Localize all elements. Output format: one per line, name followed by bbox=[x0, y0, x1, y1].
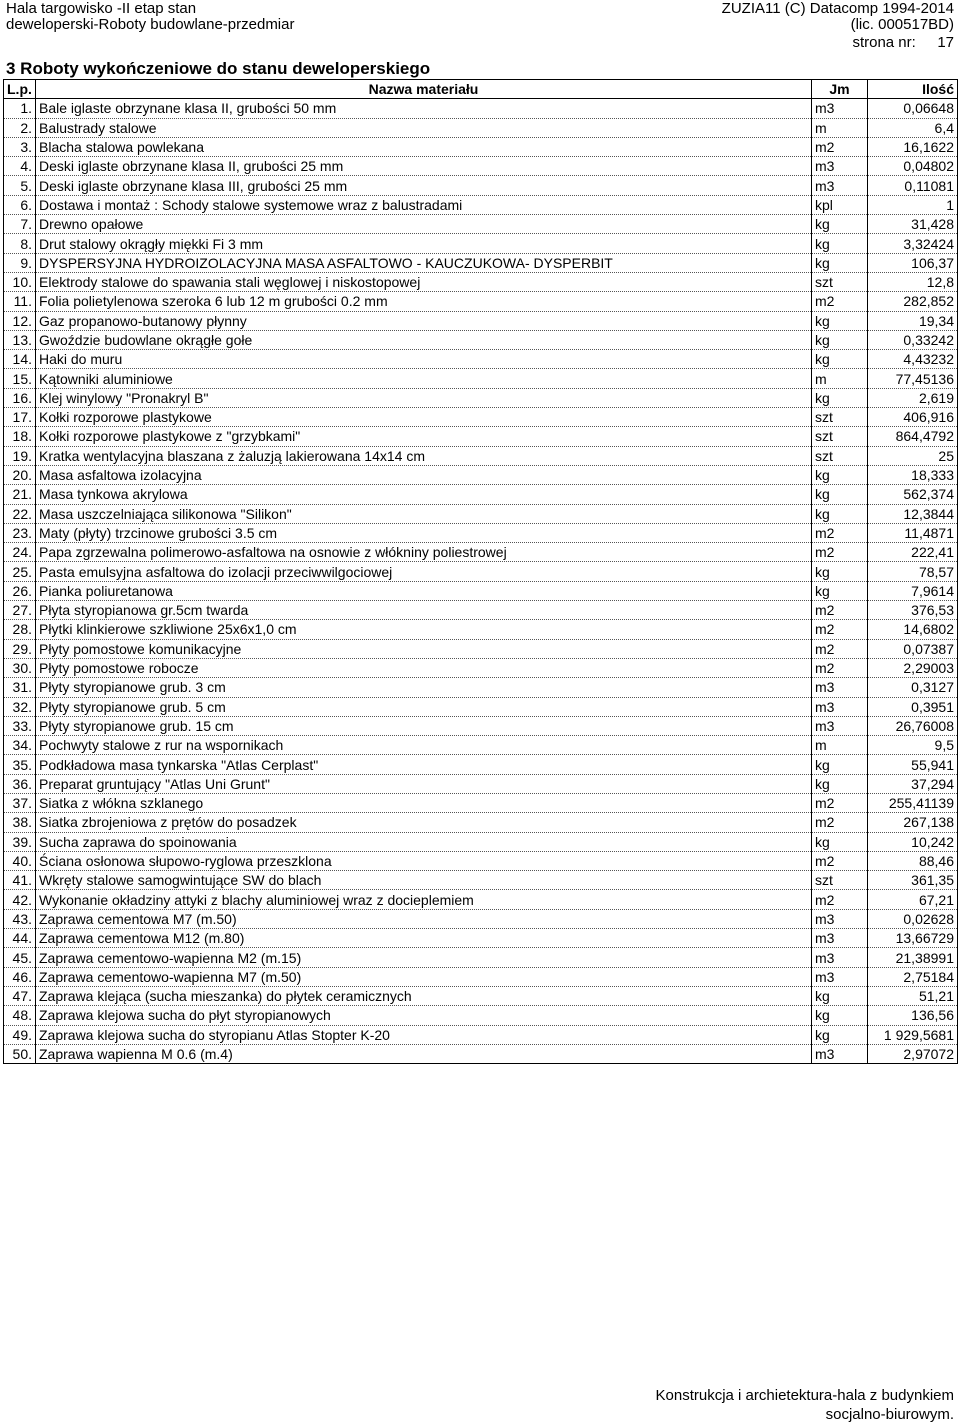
document-footer bbox=[656, 1386, 954, 1424]
cell-qty: 255,41139 bbox=[868, 793, 958, 812]
cell-jm: kg bbox=[812, 311, 868, 330]
cell-qty: 19,34 bbox=[868, 311, 958, 330]
cell-jm: m3 bbox=[812, 967, 868, 986]
table-row bbox=[4, 755, 958, 774]
table-row bbox=[4, 851, 958, 870]
section-title: 3 Roboty wykończeniowe do stanu deweloperskiego bbox=[6, 59, 431, 78]
cell-lp: 6. bbox=[4, 195, 36, 214]
cell-lp: 39. bbox=[4, 832, 36, 851]
cell-lp: 40. bbox=[4, 851, 36, 870]
cell-name: Haki do muru bbox=[36, 350, 812, 369]
cell-qty: 55,941 bbox=[868, 755, 958, 774]
cell-jm: m bbox=[812, 736, 868, 755]
cell-qty: 1 bbox=[868, 195, 958, 214]
cell-jm: kg bbox=[812, 234, 868, 253]
cell-qty: 0,04802 bbox=[868, 157, 958, 176]
table-row bbox=[4, 311, 958, 330]
cell-jm: kg bbox=[812, 986, 868, 1005]
cell-lp: 1. bbox=[4, 99, 36, 118]
cell-lp: 25. bbox=[4, 562, 36, 581]
cell-lp: 33. bbox=[4, 716, 36, 735]
cell-name: Zaprawa klejowa sucha do styropianu Atlas Stopter K-20 bbox=[36, 1025, 812, 1044]
table-row bbox=[4, 620, 958, 639]
cell-jm: m2 bbox=[812, 601, 868, 620]
cell-name: Pianka poliuretanowa bbox=[36, 581, 812, 600]
cell-jm: m3 bbox=[812, 929, 868, 948]
table-row bbox=[4, 427, 958, 446]
cell-lp: 44. bbox=[4, 929, 36, 948]
cell-jm: kg bbox=[812, 504, 868, 523]
cell-lp: 12. bbox=[4, 311, 36, 330]
cell-name: Siatka z włókna szklanego bbox=[36, 793, 812, 812]
cell-jm: m3 bbox=[812, 678, 868, 697]
cell-lp: 43. bbox=[4, 909, 36, 928]
table-row bbox=[4, 716, 958, 735]
header-qty: Ilość bbox=[868, 80, 958, 99]
cell-jm: m2 bbox=[812, 543, 868, 562]
cell-qty: 21,38991 bbox=[868, 948, 958, 967]
cell-name: Pochwyty stalowe z rur na wspornikach bbox=[36, 736, 812, 755]
cell-name: Podkładowa masa tynkarska "Atlas Cerplast" bbox=[36, 755, 812, 774]
cell-name: Dostawa i montaż : Schody stalowe systemowe wraz z balustradami bbox=[36, 195, 812, 214]
cell-qty: 77,45136 bbox=[868, 369, 958, 388]
cell-jm: m2 bbox=[812, 137, 868, 156]
cell-name: Zaprawa wapienna M 0.6 (m.4) bbox=[36, 1044, 812, 1063]
table-row bbox=[4, 543, 958, 562]
cell-lp: 4. bbox=[4, 157, 36, 176]
cell-qty: 18,333 bbox=[868, 465, 958, 484]
cell-name: Kątowniki aluminiowe bbox=[36, 369, 812, 388]
table-row bbox=[4, 504, 958, 523]
cell-name: Wykonanie okładziny attyki z blachy aluminiowej wraz z docieplemiem bbox=[36, 890, 812, 909]
cell-lp: 21. bbox=[4, 485, 36, 504]
table-row bbox=[4, 793, 958, 812]
cell-name: Płyty styropianowe grub. 3 cm bbox=[36, 678, 812, 697]
cell-jm: kg bbox=[812, 350, 868, 369]
table-row bbox=[4, 465, 958, 484]
cell-name: Klej winylowy "Pronakryl B" bbox=[36, 388, 812, 407]
cell-qty: 0,07387 bbox=[868, 639, 958, 658]
cell-lp: 32. bbox=[4, 697, 36, 716]
table-body bbox=[4, 99, 958, 1064]
cell-lp: 36. bbox=[4, 774, 36, 793]
cell-lp: 7. bbox=[4, 215, 36, 234]
cell-name: Płyty styropianowe grub. 5 cm bbox=[36, 697, 812, 716]
cell-name: Bale iglaste obrzynane klasa II, grubości 50 mm bbox=[36, 99, 812, 118]
cell-qty: 376,53 bbox=[868, 601, 958, 620]
cell-lp: 11. bbox=[4, 292, 36, 311]
cell-lp: 8. bbox=[4, 234, 36, 253]
cell-lp: 17. bbox=[4, 408, 36, 427]
cell-qty: 14,6802 bbox=[868, 620, 958, 639]
cell-jm: m3 bbox=[812, 1044, 868, 1063]
cell-qty: 67,21 bbox=[868, 890, 958, 909]
table-row bbox=[4, 967, 958, 986]
cell-qty: 1 929,5681 bbox=[868, 1025, 958, 1044]
document-header-right bbox=[722, 1, 954, 51]
cell-name: Płyty pomostowe robocze bbox=[36, 658, 812, 677]
cell-qty: 0,3127 bbox=[868, 678, 958, 697]
cell-name: Płyty pomostowe komunikacyjne bbox=[36, 639, 812, 658]
cell-lp: 15. bbox=[4, 369, 36, 388]
cell-jm: m2 bbox=[812, 813, 868, 832]
project-title-line2: deweloperski-Roboty budowlane-przedmiar bbox=[6, 16, 295, 33]
table-row bbox=[4, 639, 958, 658]
cell-lp: 9. bbox=[4, 253, 36, 272]
cell-lp: 2. bbox=[4, 118, 36, 137]
cell-jm: m3 bbox=[812, 697, 868, 716]
cell-name: Kołki rozporowe plastykowe bbox=[36, 408, 812, 427]
project-title-line1: Hala targowisko -II etap stan bbox=[6, 0, 197, 17]
table-row bbox=[4, 890, 958, 909]
table-row bbox=[4, 658, 958, 677]
cell-qty: 11,4871 bbox=[868, 523, 958, 542]
cell-jm: m bbox=[812, 369, 868, 388]
cell-lp: 27. bbox=[4, 601, 36, 620]
cell-jm: kg bbox=[812, 774, 868, 793]
cell-lp: 23. bbox=[4, 523, 36, 542]
cell-qty: 51,21 bbox=[868, 986, 958, 1005]
cell-lp: 47. bbox=[4, 986, 36, 1005]
cell-name: Deski iglaste obrzynane klasa II, grubości 25 mm bbox=[36, 157, 812, 176]
cell-lp: 31. bbox=[4, 678, 36, 697]
cell-jm: szt bbox=[812, 272, 868, 291]
cell-lp: 42. bbox=[4, 890, 36, 909]
table-row bbox=[4, 562, 958, 581]
cell-lp: 49. bbox=[4, 1025, 36, 1044]
document-header-left bbox=[6, 1, 294, 33]
table-row bbox=[4, 118, 958, 137]
cell-qty: 2,97072 bbox=[868, 1044, 958, 1063]
cell-jm: m3 bbox=[812, 909, 868, 928]
table-row bbox=[4, 697, 958, 716]
cell-jm: m2 bbox=[812, 890, 868, 909]
cell-name: Zaprawa cementowo-wapienna M2 (m.15) bbox=[36, 948, 812, 967]
table-row bbox=[4, 774, 958, 793]
cell-jm: m2 bbox=[812, 851, 868, 870]
cell-qty: 2,75184 bbox=[868, 967, 958, 986]
cell-qty: 37,294 bbox=[868, 774, 958, 793]
cell-qty: 6,4 bbox=[868, 118, 958, 137]
cell-jm: m3 bbox=[812, 716, 868, 735]
cell-lp: 5. bbox=[4, 176, 36, 195]
header-name: Nazwa materiału bbox=[36, 80, 812, 99]
cell-qty: 10,242 bbox=[868, 832, 958, 851]
cell-lp: 13. bbox=[4, 330, 36, 349]
cell-lp: 24. bbox=[4, 543, 36, 562]
cell-qty: 13,66729 bbox=[868, 929, 958, 948]
table-row bbox=[4, 1006, 958, 1025]
cell-lp: 19. bbox=[4, 446, 36, 465]
table-row bbox=[4, 137, 958, 156]
cell-name: Wkręty stalowe samogwintujące SW do blach bbox=[36, 871, 812, 890]
cell-jm: m3 bbox=[812, 157, 868, 176]
table-row bbox=[4, 736, 958, 755]
cell-lp: 18. bbox=[4, 427, 36, 446]
table-row bbox=[4, 986, 958, 1005]
cell-qty: 2,619 bbox=[868, 388, 958, 407]
table-header-row bbox=[4, 80, 958, 99]
cell-qty: 0,02628 bbox=[868, 909, 958, 928]
table-row bbox=[4, 485, 958, 504]
cell-name: Zaprawa klejowa sucha do płyt styropianowych bbox=[36, 1006, 812, 1025]
table-row bbox=[4, 813, 958, 832]
table-row bbox=[4, 909, 958, 928]
cell-jm: kg bbox=[812, 832, 868, 851]
cell-name: Pasta emulsyjna asfaltowa do izolacji przeciwwilgociowej bbox=[36, 562, 812, 581]
cell-qty: 136,56 bbox=[868, 1006, 958, 1025]
cell-jm: kg bbox=[812, 465, 868, 484]
license-info: (lic. 000517BD) bbox=[850, 16, 954, 33]
cell-lp: 22. bbox=[4, 504, 36, 523]
page-label: strona nr: bbox=[852, 34, 916, 51]
cell-jm: szt bbox=[812, 446, 868, 465]
table-row bbox=[4, 601, 958, 620]
page-number: 17 bbox=[937, 34, 954, 51]
cell-name: Gaz propanowo-butanowy płynny bbox=[36, 311, 812, 330]
cell-jm: kg bbox=[812, 562, 868, 581]
cell-jm: m2 bbox=[812, 292, 868, 311]
cell-name: Balustrady stalowe bbox=[36, 118, 812, 137]
table-row bbox=[4, 176, 958, 195]
cell-qty: 0,11081 bbox=[868, 176, 958, 195]
cell-qty: 7,9614 bbox=[868, 581, 958, 600]
cell-qty: 12,8 bbox=[868, 272, 958, 291]
cell-qty: 282,852 bbox=[868, 292, 958, 311]
cell-jm: kpl bbox=[812, 195, 868, 214]
table-row bbox=[4, 253, 958, 272]
cell-lp: 30. bbox=[4, 658, 36, 677]
cell-name: Drut stalowy okrągły miękki Fi 3 mm bbox=[36, 234, 812, 253]
cell-qty: 25 bbox=[868, 446, 958, 465]
cell-lp: 28. bbox=[4, 620, 36, 639]
cell-name: Preparat gruntujący "Atlas Uni Grunt" bbox=[36, 774, 812, 793]
cell-jm: kg bbox=[812, 485, 868, 504]
table-row bbox=[4, 388, 958, 407]
cell-name: Płyta styropianowa gr.5cm twarda bbox=[36, 601, 812, 620]
cell-jm: m2 bbox=[812, 658, 868, 677]
cell-jm: m2 bbox=[812, 523, 868, 542]
cell-name: Masa uszczelniająca silikonowa "Silikon" bbox=[36, 504, 812, 523]
table-row bbox=[4, 678, 958, 697]
cell-lp: 20. bbox=[4, 465, 36, 484]
cell-jm: m2 bbox=[812, 620, 868, 639]
cell-qty: 9,5 bbox=[868, 736, 958, 755]
cell-qty: 864,4792 bbox=[868, 427, 958, 446]
cell-name: Gwoździe budowlane okrągłe gołe bbox=[36, 330, 812, 349]
cell-jm: m2 bbox=[812, 793, 868, 812]
software-name: ZUZIA11 (C) Datacomp 1994-2014 bbox=[721, 0, 954, 17]
footer-line1: Konstrukcja i archietektura-hala z budynkiem bbox=[655, 1387, 954, 1404]
cell-name: Blacha stalowa powlekana bbox=[36, 137, 812, 156]
cell-name: Elektrody stalowe do spawania stali węglowej i niskostopowej bbox=[36, 272, 812, 291]
cell-name: Kratka wentylacyjna blaszana z żaluzją lakierowana 14x14 cm bbox=[36, 446, 812, 465]
cell-name: Sucha zaprawa do spoinowania bbox=[36, 832, 812, 851]
table-row bbox=[4, 157, 958, 176]
cell-qty: 31,428 bbox=[868, 215, 958, 234]
cell-name: Ściana osłonowa słupowo-ryglowa przeszklona bbox=[36, 851, 812, 870]
table-row bbox=[4, 408, 958, 427]
cell-name: Zaprawa klejąca (sucha mieszanka) do płytek ceramicznych bbox=[36, 986, 812, 1005]
cell-lp: 26. bbox=[4, 581, 36, 600]
cell-jm: kg bbox=[812, 1006, 868, 1025]
table-row bbox=[4, 581, 958, 600]
table-row bbox=[4, 272, 958, 291]
cell-jm: kg bbox=[812, 253, 868, 272]
cell-lp: 16. bbox=[4, 388, 36, 407]
table-row bbox=[4, 929, 958, 948]
cell-jm: m bbox=[812, 118, 868, 137]
cell-qty: 0,3951 bbox=[868, 697, 958, 716]
cell-qty: 16,1622 bbox=[868, 137, 958, 156]
cell-jm: m3 bbox=[812, 948, 868, 967]
cell-name: Masa tynkowa akrylowa bbox=[36, 485, 812, 504]
cell-qty: 0,33242 bbox=[868, 330, 958, 349]
cell-lp: 50. bbox=[4, 1044, 36, 1063]
cell-name: Folia polietylenowa szeroka 6 lub 12 m grubości 0.2 mm bbox=[36, 292, 812, 311]
table-row bbox=[4, 292, 958, 311]
cell-jm: szt bbox=[812, 871, 868, 890]
cell-name: Masa asfaltowa izolacyjna bbox=[36, 465, 812, 484]
cell-name: Zaprawa cementowa M12 (m.80) bbox=[36, 929, 812, 948]
cell-name: Drewno opałowe bbox=[36, 215, 812, 234]
table-row bbox=[4, 1025, 958, 1044]
cell-lp: 35. bbox=[4, 755, 36, 774]
cell-name: Zaprawa cementowa M7 (m.50) bbox=[36, 909, 812, 928]
cell-lp: 38. bbox=[4, 813, 36, 832]
cell-qty: 361,35 bbox=[868, 871, 958, 890]
table-row bbox=[4, 215, 958, 234]
cell-jm: kg bbox=[812, 388, 868, 407]
cell-qty: 12,3844 bbox=[868, 504, 958, 523]
cell-name: Papa zgrzewalna polimerowo-asfaltowa na osnowie z włókniny poliestrowej bbox=[36, 543, 812, 562]
table-row bbox=[4, 832, 958, 851]
cell-jm: szt bbox=[812, 408, 868, 427]
cell-name: Płytki klinkierowe szkliwione 25x6x1,0 cm bbox=[36, 620, 812, 639]
cell-qty: 3,32424 bbox=[868, 234, 958, 253]
cell-lp: 14. bbox=[4, 350, 36, 369]
cell-qty: 406,916 bbox=[868, 408, 958, 427]
cell-qty: 4,43232 bbox=[868, 350, 958, 369]
cell-name: DYSPERSYJNA HYDROIZOLACYJNA MASA ASFALTOWO - KAUCZUKOWA- DYSPERBIT bbox=[36, 253, 812, 272]
cell-lp: 45. bbox=[4, 948, 36, 967]
table-row bbox=[4, 369, 958, 388]
header-lp: L.p. bbox=[4, 80, 36, 99]
table-row bbox=[4, 446, 958, 465]
cell-name: Siatka zbrojeniowa z prętów do posadzek bbox=[36, 813, 812, 832]
table-row bbox=[4, 948, 958, 967]
cell-jm: m3 bbox=[812, 99, 868, 118]
materials-table bbox=[3, 79, 958, 1064]
table-row bbox=[4, 234, 958, 253]
cell-qty: 2,29003 bbox=[868, 658, 958, 677]
cell-qty: 26,76008 bbox=[868, 716, 958, 735]
table-row bbox=[4, 350, 958, 369]
cell-name: Zaprawa cementowo-wapienna M7 (m.50) bbox=[36, 967, 812, 986]
cell-lp: 41. bbox=[4, 871, 36, 890]
footer-line2: socjalno-biurowym. bbox=[825, 1406, 954, 1423]
cell-qty: 222,41 bbox=[868, 543, 958, 562]
table-row bbox=[4, 523, 958, 542]
cell-qty: 562,374 bbox=[868, 485, 958, 504]
cell-lp: 34. bbox=[4, 736, 36, 755]
cell-lp: 10. bbox=[4, 272, 36, 291]
cell-qty: 106,37 bbox=[868, 253, 958, 272]
cell-jm: kg bbox=[812, 330, 868, 349]
table-row bbox=[4, 871, 958, 890]
cell-name: Maty (płyty) trzcinowe grubości 3.5 cm bbox=[36, 523, 812, 542]
cell-qty: 267,138 bbox=[868, 813, 958, 832]
cell-qty: 0,06648 bbox=[868, 99, 958, 118]
cell-name: Płyty styropianowe grub. 15 cm bbox=[36, 716, 812, 735]
cell-jm: szt bbox=[812, 427, 868, 446]
table-row bbox=[4, 99, 958, 118]
cell-name: Deski iglaste obrzynane klasa III, grubości 25 mm bbox=[36, 176, 812, 195]
cell-jm: kg bbox=[812, 215, 868, 234]
cell-qty: 88,46 bbox=[868, 851, 958, 870]
cell-lp: 48. bbox=[4, 1006, 36, 1025]
cell-lp: 29. bbox=[4, 639, 36, 658]
cell-jm: kg bbox=[812, 755, 868, 774]
table-row bbox=[4, 195, 958, 214]
cell-lp: 37. bbox=[4, 793, 36, 812]
cell-lp: 3. bbox=[4, 137, 36, 156]
cell-name: Kołki rozporowe plastykowe z "grzybkami" bbox=[36, 427, 812, 446]
page-indicator bbox=[852, 35, 954, 51]
table-row bbox=[4, 330, 958, 349]
cell-jm: m2 bbox=[812, 639, 868, 658]
table-row bbox=[4, 1044, 958, 1063]
cell-lp: 46. bbox=[4, 967, 36, 986]
header-jm: Jm bbox=[812, 80, 868, 99]
cell-jm: kg bbox=[812, 581, 868, 600]
cell-qty: 78,57 bbox=[868, 562, 958, 581]
cell-jm: m3 bbox=[812, 176, 868, 195]
cell-jm: kg bbox=[812, 1025, 868, 1044]
